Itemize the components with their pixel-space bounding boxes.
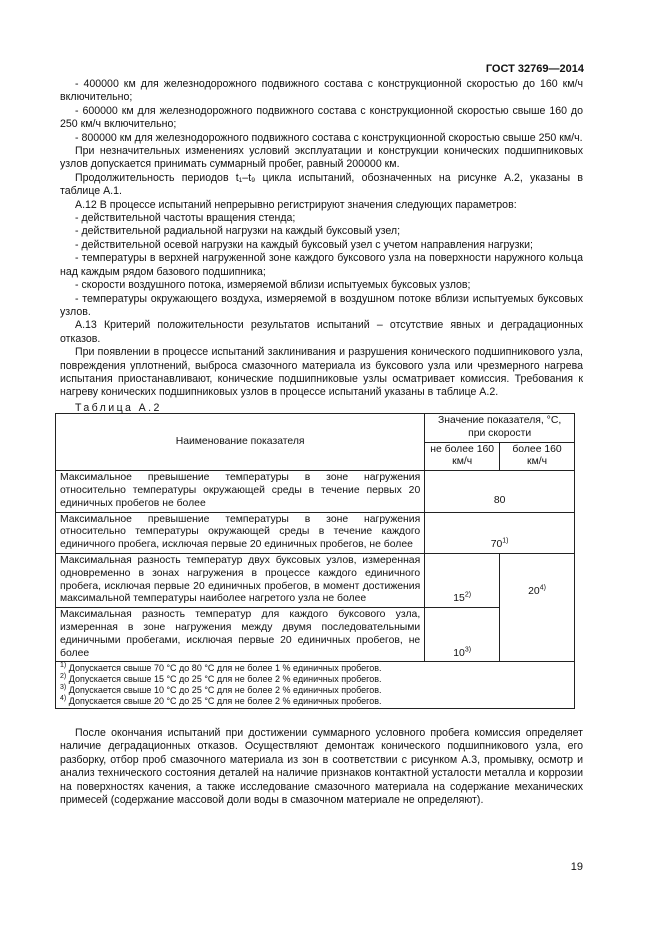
paragraph: После окончания испытаний при достижении суммарного условного пробега комиссия определяет наличие деградационных отказов. Осуществляют демонтаж конического подшипникового узла, его разборку, отбор проб смазочного материала из зон в соответствии с рисунком А.3, промывку, осмотр и анализ технического состояния деталей на наличие признаков контактной усталости металла и коррозии на поверхностях качения, а также исследование смазочного материала на содержание механических примесей (содержание массовой доли воды в смазочном материале не определяют). [60, 727, 583, 807]
column-header-value: Значение показателя, °С, при скорости [425, 414, 575, 443]
document-code: ГОСТ 32769—2014 [485, 63, 584, 75]
paragraph: - 800000 км для железнодорожного подвижного состава с конструкционной скоростью свыше 250 км/ч. [75, 131, 583, 144]
footnote: $^{1)}$ Допускается свыше 70 °С до 80 °С для не более 1 % единичных пробегов. [60, 662, 382, 674]
row-parameter: Максимальное превышение температуры в зоне нагружения относительно температуры окружающей среды в течение каждого единичного пробега, исключая первые 20 единичных пробегов, не более [56, 512, 425, 553]
row-parameter: Максимальное превышение температуры в зоне нагружения относительно температуры окружающей среды в течение первых 20 единичных пробегов не более [56, 471, 425, 512]
table-footnotes [56, 662, 575, 709]
table-row [56, 471, 575, 512]
temperature-table [55, 413, 575, 709]
subheader-over-160: более 160 км/ч [500, 442, 575, 471]
list-item: - скорости воздушного потока, измеряемой вблизи испытуемых буксовых узлов; [75, 279, 471, 292]
list-item: - действительной радиальной нагрузки на каждый буксовый узел; [75, 225, 401, 238]
table-row [56, 512, 575, 553]
row-parameter: Максимальная разность температур двух буксовых узлов, измеренная одновременно в зонах нагружения в процессе каждого единичного пробега, исключая первые 20 единичных пробегов, в момент достижения максимальной температуры наиболее нагретого узла не более [56, 553, 425, 607]
list-item: - действительной частоты вращения стенда; [75, 212, 296, 225]
column-header-name: Наименование показателя [56, 414, 425, 471]
merged-value-over-160: 20$^{4)}$ [500, 553, 575, 661]
row-value: 70$^{1)}$ [425, 512, 575, 553]
paragraph: При незначительных изменениях условий эксплуатации и конструкции конических подшипниковых узлов допускается принимать суммарный пробег, равный 200000 км. [60, 145, 583, 171]
row-parameter: Максимальная разность температур для каждого буксового узла, измеренная в зоне нагружения между двумя последовательными единичными пробегами, исключая первые 20 единичных пробегов, не более [56, 608, 425, 662]
row-value: 10$^{3)}$ [425, 608, 500, 662]
list-item: - температуры в верхней нагруженной зоне каждого буксового узла на поверхности наружного кольца над каждым рядом базового подшипника; [60, 252, 583, 278]
footnote: $^{2)}$ Допускается свыше 15 °С до 25 °С для не более 2 % единичных пробегов. [60, 673, 382, 685]
post-table-text [60, 727, 583, 807]
paragraph: - 600000 км для железнодорожного подвижного состава с конструкционной скоростью свыше 160 до 250 км/ч включительно; [60, 104, 583, 131]
paragraph: - 400000 км для железнодорожного подвижного состава с конструкционной скоростью до 160 км/ч включительно; [60, 78, 583, 104]
table-row [56, 608, 575, 662]
footnote: $^{4)}$ Допускается свыше 20 °С до 25 °С для не более 2 % единичных пробегов. [60, 695, 382, 707]
subheader-up-to-160: не более 160 км/ч [425, 442, 500, 471]
list-item: - действительной осевой нагрузки на каждый буксовый узел с учетом направления нагрузки; [75, 238, 533, 251]
table-caption: Таблица А.2 [75, 402, 162, 414]
list-item: - температуры окружающего воздуха, измеряемой в воздушном потоке вблизи испытуемых буксовых узлов. [60, 292, 583, 318]
body-text [60, 78, 583, 400]
section-a13: А.13 Критерий положительности результатов испытаний – отсутствие явных и деградационных отказов. [60, 319, 583, 345]
paragraph: При появлении в процессе испытаний заклинивания и разрушения конического подшипникового узла, повреждения уплотнений, выброса смазочного материала из буксового узла или чрезмерного нагрева испытания приостанавливают, конические подшипниковые узлы осматривает комиссия. Требования к нагреву конических подшипниковых узлов в процессе испытаний указаны в таблице А.2. [60, 346, 583, 399]
page-number: 19 [570, 861, 583, 873]
section-a12: А.12 В процессе испытаний непрерывно регистрируют значения следующих параметров: [75, 198, 517, 211]
table-row [56, 553, 575, 607]
row-value: 15$^{2)}$ [425, 553, 500, 607]
paragraph: Продолжительность периодов t₁–t₉ цикла испытаний, обозначенных на рисунке А.2, указаны в таблице А.1. [60, 171, 583, 198]
footnote: $^{3)}$ Допускается свыше 10 °С до 25 °С для не более 2 % единичных пробегов. [60, 684, 382, 696]
row-value: 80 [425, 471, 575, 512]
